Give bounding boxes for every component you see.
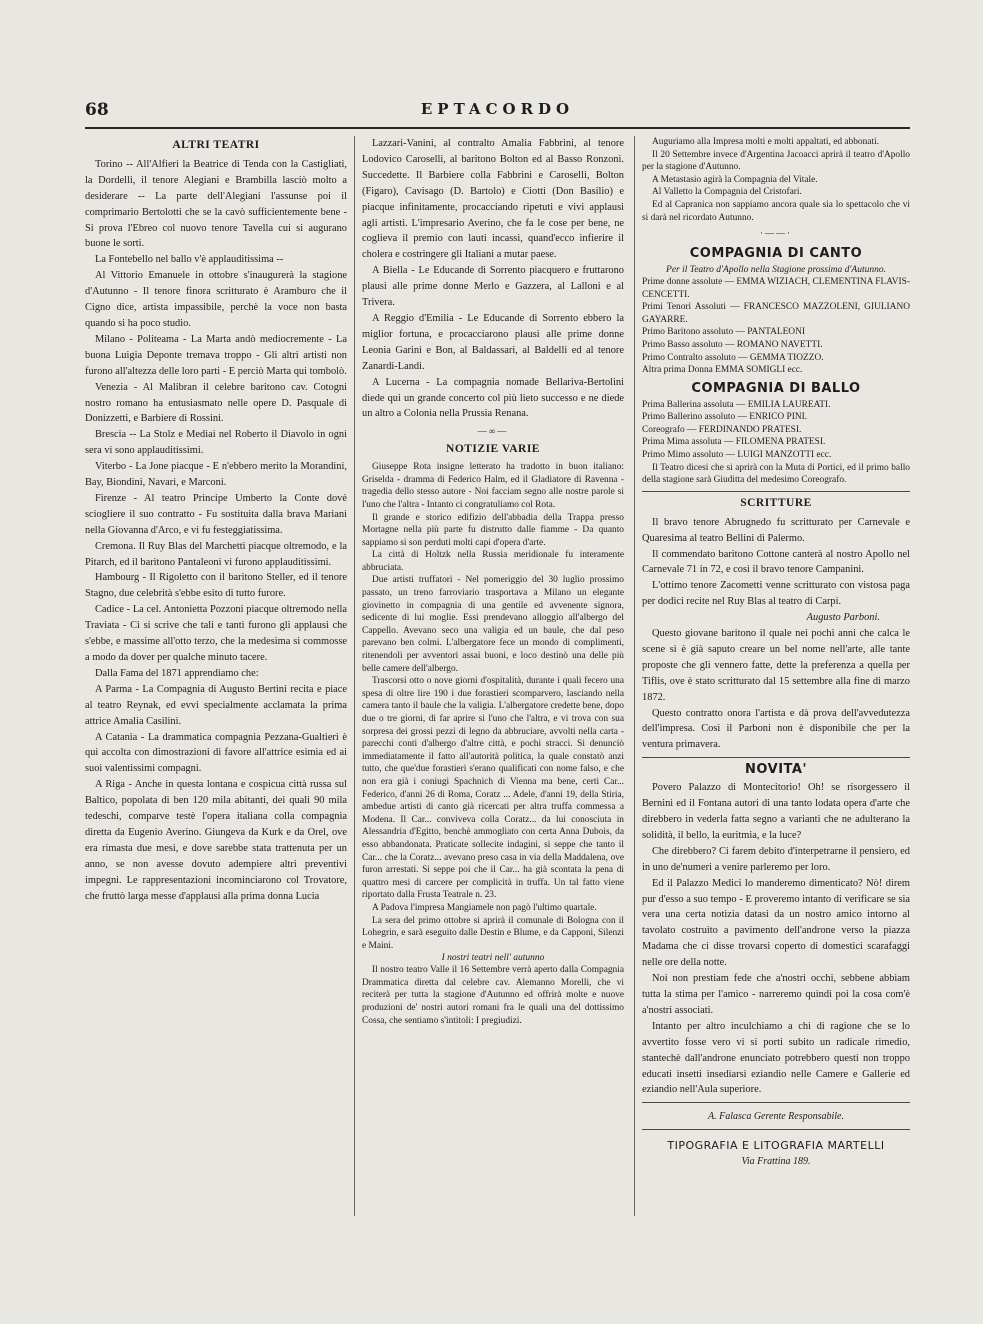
column-divider (634, 136, 635, 1216)
cast-entry: Primo Basso assoluto — ROMANO NAVETTI. (642, 339, 823, 350)
cast-entry: Prime donne assolute — EMMA WIZIACH, CLEMENTINA FLAVIS-CENCETTI. (642, 276, 910, 300)
article-paragraph: Lazzari-Vanini, al contralto Amalia Fabbrini, al tenore Lodovico Caroselli, al baritono Bolton ed al Basso Ronzoni. Succedette. Il Barbiere colla Fabbrini e Caroselli, Bolton (Figaro), Cavisago (D. Bartolo) e Ciotti (Don Basilio) e piacque infinitamente, procacciando ripetuti e vivi applausi agli artisti. L'impresario Averino, che fa le cose per bene, ne coglieva il premio con lauti incassi, quand'ecco infierire il cholera e costringere gli Italiani a mutar paese. (362, 138, 624, 261)
cast-entry: Primo Mimo assoluto — LUIGI MANZOTTI ecc. (642, 450, 832, 460)
column-right (642, 136, 910, 1216)
canto-subtitle: Per il Teatro d'Apollo nella Stagione prossima d'Autunno. (666, 264, 886, 275)
section-rule (642, 1129, 910, 1130)
article-paragraph: Viterbo - La Jone piacque - E n'ebbero merito la Morandini, Bay, Biondini, Navari, e Marconi. (85, 461, 347, 489)
article-paragraph: A Padova l'impresa Mangiamele non pagò l'ultimo quartale. (372, 902, 597, 913)
column-middle (362, 136, 624, 1216)
article-paragraph: A Reggio d'Emilia - Le Educande di Sorrento ebbero la miglior fortuna, e procacciarono plausi alle prime donne Leonia Garini e Bon, al Baldassari, al Baldelli ed al tenore Zanardi-Landi. (362, 312, 624, 372)
article-paragraph: Il nostro teatro Valle il 16 Settembre verrà aperto dalla Compagnia Drammatica diretta dal celebre cav. Alemanno Morelli, che vi reciterà per tutta la stagione d'Autunno ed offrirà molte e nuove produzioni de' nostri autori romani fra le quali una del dottissimo Cossa, che sentiamo s'intitoli: I pregiudizi. (362, 965, 624, 1026)
cast-entry: Prima Mima assoluta — FILOMENA PRATESI. (642, 437, 826, 448)
cast-entry: Altra prima Donna EMMA SOMIGLI ecc. (642, 365, 803, 376)
page-number: 68 (85, 100, 109, 120)
article-paragraph: La sera del primo ottobre si aprirà il comunale di Bologna con il Lohegrin, e sarà eseguito dalle Destin e Blume, e da Capponi, Silenzi e Maini. (362, 915, 624, 951)
article-paragraph: Trascorsi otto o nove giorni d'ospitalità, durante i quali fecero una spesa di oltre lire 190 i due forastieri scomparvero, lasciando nella camera tanto il baule che la valigia. L'albergatore credette bene, dopo due o tre giorni, di far aprire si l'uno che l'altra, e vi trova con sua sorpresa dei grossi pezzi di legno da abbruciare, avvolti nella carta - parecchi conti d'albergo d'altre città, e pochi stracci. Si denunciò immediatamente il fatto all'autorità politica, la quale constatò anzi tutto, che que'due forastieri s'erano qualificati con nome falso, e che non era già i coniugi Spachnich di Vienna ma bene, certi Car... Federico, d'anni 26 di Roma, Coratz ... Adele, d'anni 19, della Stiria, ambedue artisti di canto già ricercati per altra truffa commessa a Modena. Il Car... conviveva colla Coratz... da lui conosciuta in Alessandria d'Egitto, benchè ammogliato con certa Anna Dubois, da esso abbandonata. Praticate sollecite indagini, si seppe che tanto il Car... che la Coratz... avevano preso casa in via della Maddalena, ove furon arrestati. Si seppe poi che il Car... ha già scontata la pena di quattro mesi di carcere per complicità in truffa. Un tal fatto viene riportato dalla Frusta Teatrale n. 23. (362, 676, 624, 901)
subheading-autunno: I nostri teatri nell' autunno (441, 953, 545, 964)
article-paragraph: A Catania - La drammatica compagnia Pezzana-Gualtieri è qui accolta con dimostrazioni di favore all'attrice esimia ed ai suoi valentissimi compagni. (85, 731, 347, 775)
article-paragraph: La Fontebello nel ballo v'è applauditissima -- (95, 254, 284, 266)
article-paragraph: Due artisti truffatori - Nel pomeriggio del 30 luglio prossimo passato, un treno farroviario trasportava a Milano un elegante giovinetto in compagnia di una gentile ed avvenente signora, sedicente di lui moglie. Essi prendevano alloggio all'albergo del Cappello. Avevano seco una valigia ed un baule, che dal peso parevano ben colmi. L'albergatore fece un mondo di complimenti, ritenendoli per avventori assai buoni, e loco destinò una delle più belle camere dell'albergo. (362, 575, 624, 674)
article-paragraph: Il 20 Settembre invece d'Argentina Jacoacci aprirà il teatro d'Apollo per la stagione d'Autunno. (642, 149, 910, 173)
article-paragraph: Il Teatro dicesi che si aprirà con la Muta di Portici, ed il primo ballo della stagione sarà Giuditta del medesimo Coreografo. (642, 462, 910, 486)
article-paragraph: Giuseppe Rota insigne letterato ha tradotto in buon italiano: Griselda - dramma di Federico Halm, ed il Gladiatore di Ravenna - tragedia dello stesso autore - Noi facciam segno alle nostre parole si l'uno che l'altra - Intanto ci congratuliamo col Rota. (362, 462, 624, 510)
cast-entry: Prima Ballerina assoluta — EMILIA LAUREATI. (642, 399, 831, 410)
article-paragraph: Ed al Capranica non sappiamo ancora quale sia lo spettacolo che vi si darà nel ricordato Autunno. (642, 199, 910, 223)
article-paragraph: Noi non prestiam fede che a'nostri occhi, sebbene abbiam tutta la stima per l'amico - narreremo quindi poi la cosa com'è a'nostri associati. (642, 973, 910, 1016)
printer-address: Via Frattina 189. (741, 1156, 811, 1168)
ornament-divider: ·——· (760, 228, 792, 239)
cast-entry: Coreografo — FERDINANDO PRATESI. (642, 424, 802, 435)
article-paragraph: Questo giovane baritono il quale nei pochi anni che calca le scene si è già saputo creare un bel nome nell'arte, alle tante proposte che gli vennero fatte, dette la preferenza a quella per Tiflis, ove è stato scritturato dal 15 settembre alla fine di marzo 1872. (642, 628, 910, 703)
column-divider (354, 136, 355, 1216)
column-left (85, 136, 347, 1216)
article-paragraph: Firenze - Al teatro Principe Umberto la Conte dovè sciogliere il suo contratto - Fu sostituita dalla brava Mariani nella Giovanna d'Arco, e vi fu festeggiatissima. (85, 492, 347, 536)
article-paragraph: Cremona. Il Ruy Blas del Marchetti piacque oltremodo, e la Pitarch, ed il baritono Pantaleoni vi furono applauditissimi. (85, 540, 347, 568)
section-title-novita: NOVITA' (745, 762, 807, 778)
article-paragraph: La città di Holtzk nella Russia meridionale fu interamente abbruciata. (362, 550, 624, 573)
article-paragraph: A Biella - Le Educande di Sorrento piacquero e fruttarono plausi alle prime donne Merlo e Gazzera, al Lalloni e al Trivera. (362, 265, 624, 309)
article-paragraph: Che direbbero? Ci farem debito d'interpetrarne il pensiero, ed in uno de'numeri a venire parleremo per loro. (642, 845, 910, 873)
article-paragraph: Milano - Politeama - La Marta andò mediocremente - La buona Luigia Deponte tremava troppo - Gli altri artisti non furono all'altezza delle loro parti - E perciò Marta qui tombolò. (85, 333, 347, 377)
section-title-altri-teatri: ALTRI TEATRI (172, 139, 260, 151)
section-rule (642, 1102, 910, 1103)
article-paragraph: L'ottimo tenore Zacometti venne scritturato con vistosa paga per dodici recite nel Ruy Blas al teatro di Carpi. (642, 580, 910, 608)
article-paragraph: Intanto per altro inculchiamo a chi di ragione che se lo avvertito fosse vero vi si porti subito un radicale rimedio, stantechè dall'androne enunciato potrebbero questi non troppo educati insetti insediarsi eziandio nelle Camere e Gallerie ed eziandio nell'Aula superiore. (642, 1020, 910, 1096)
article-paragraph: Al Valletto la Compagnia del Cristofari. (652, 187, 802, 198)
article-paragraph: Brescia -- La Stolz e Mediai nel Roberto il Diavolo in ogni sera vi sono applauditissimi. (85, 429, 347, 457)
ornament-divider: —∞— (477, 426, 509, 437)
section-rule (642, 491, 910, 492)
article-paragraph: Il commendato baritono Cottone canterà al nostro Apollo nel Carnevale 71 in 72, e così il bravo tenore Campanini. (642, 548, 910, 576)
cast-entry: Primo Baritono assoluto — PANTALEONI (642, 327, 805, 338)
article-paragraph: Venezia - Al Malibran il celebre baritono cav. Cotogni nostro romano ha entusiasmato nelle opere D. Pasquale di Donizzetti, e Barbiere di Rossini. (85, 381, 347, 425)
masthead: EPTACORDO (420, 100, 575, 118)
article-paragraph: Torino -- All'Alfieri la Beatrice di Tenda con la Castigliati, la Dordelli, il tenore Alegiani e Brambilla lasciò molto a desiderare -- La parte dell'Alegiani l'assunse poi il comprimario Bertolotti che se la cavò sufficientemente bene - Si prova l'Ebreo col nuovo tenore Tavella cui si augurano buone le sorti. (85, 158, 347, 250)
article-paragraph: Il bravo tenore Abrugnedo fu scritturato per Carnevale e Quaresima al teatro Bellini di Palermo. (642, 516, 910, 544)
article-paragraph: Questo contratto onora l'artista e dà prova dell'avvedutezza dell'impresa. Così il Parboni non è disponibile che per la ventura primavera. (642, 707, 910, 751)
article-paragraph: Auguriamo alla Impresa molti e molti appaltati, ed abbonati. (652, 137, 880, 147)
manager-signature: A. Falasca Gerente Responsabile. (708, 1111, 844, 1123)
article-paragraph: Al Vittorio Emanuele in ottobre s'inaugurerà la stagione d'Autunno - Il tenore finora scritturato è Aramburo che il Cigno dice, artista impassibile, perchè la voce non basta quando si ha poco studio. (85, 270, 347, 329)
page-header (85, 100, 910, 126)
article-paragraph: Cadice - La cel. Antonietta Pozzoni piacque oltremodo nella Traviata - Ci si scrive che tali e tanti furono gli applausi che s'ebbe, e massime all'otto terzo, che la medesima si commosse a modo da dover per qualche minuto tacere. (85, 604, 347, 663)
section-title-compagnia-canto: COMPAGNIA DI CANTO (689, 246, 863, 262)
section-title-scritture: SCRITTURE (740, 496, 812, 509)
cast-entry: Primi Tenori Assoluti — FRANCESCO MAZZOLENI, GIULIANO GAYARRE. (642, 302, 910, 325)
article-paragraph: A Parma - La Compagnia di Augusto Bertini recita e piace al teatro Reynak, ed evvi specialmente acclamata la prima attrice Amalia Casilini. (85, 683, 347, 727)
article-paragraph: A Lucerna - La compagnia nomade Bellariva-Bertolini diede qui un grande concerto col più lieto successo e ne diede un altro a Colonia nella Prussia Renana. (362, 376, 624, 420)
article-paragraph: Povero Palazzo di Montecitorio! Oh! se risorgessero il Bernini ed il Fontana autori di una tanto lodata opera d'arte che direbbero in vederla fatta segno a varianti che ne adulterano la solidità, il bello, la euritmia, e la luce? (642, 782, 910, 841)
article-paragraph: A Riga - Anche in questa lontana e cospicua città russa sul Baltico, popolata di ben 120 mila abitanti, dei quali 90 mila tedeschi, comparve testè l'opera italiana colla compagnia diretta da Eugenio Averino. Giungeva da Kurk e da Orel, ove era rimasta due mesi, e dove sarebbe stata trattenuta per un anno, se non avesse dovuto adempiere altri preventivi impegni. Le rappresentazioni incominciarono col Trovatore, che fruttò larga messe d'applausi alla prima donna Lucia (85, 779, 347, 902)
header-rule (85, 127, 910, 129)
cast-entry: Primo Contralto assoluto — GEMMA TIOZZO. (642, 352, 824, 363)
article-paragraph: Hambourg - Il Rigoletto con il baritono Steller, ed il tenore Stagno, due celebrità s'ebbe esito di tutto furore. (85, 572, 347, 600)
printer-name: TIPOGRAFIA E LITOGRAFIA MARTELLI (667, 1139, 885, 1153)
signature-parboni: Augusto Parboni. (806, 612, 880, 624)
article-paragraph: Ed il Palazzo Medici lo manderemo dimenticato? Nò! direm pur d'esso a suo tempo - E proveremo intanto di verificare se sia vera una certa notizia datasi da un nostro amico intorno al tavolato costruito a pavimento dell'androne verso la piazza Madama che ci disse trovarsi coperto di domestici scarafaggi nelle ore della notte. (642, 877, 910, 969)
article-paragraph: Dalla Fama del 1871 apprendiamo che: (95, 667, 259, 679)
section-rule (642, 757, 910, 758)
section-title-notizie-varie: NOTIZIE VARIE (446, 443, 540, 456)
article-paragraph: Il grande e storico edifizio dell'abbadia della Trappa presso Mortagne nella più parte fu distrutto dalle fiamme - Da quanto sappiamo si son perduti molti capi d'opera d'arte. (362, 512, 624, 548)
article-paragraph: A Metastasio agirà la Compagnia del Vitale. (652, 174, 818, 185)
cast-entry: Primo Ballerino assoluto — ENRICO PINI. (642, 412, 808, 423)
section-title-compagnia-ballo: COMPAGNIA DI BALLO (691, 380, 861, 396)
